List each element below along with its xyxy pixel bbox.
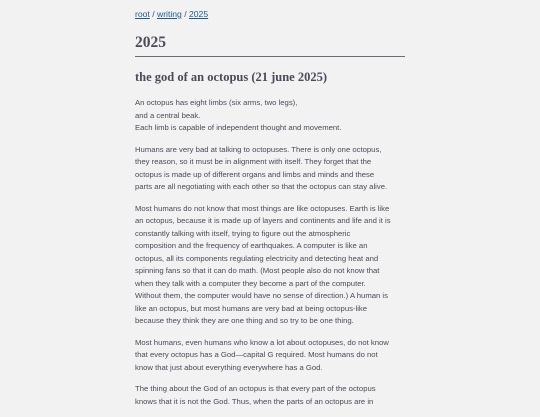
breadcrumb-separator: / <box>184 9 187 19</box>
breadcrumb-root-link[interactable]: root <box>135 9 150 19</box>
paragraph-line: The thing about the God of an octopus is that every part of the octopus <box>135 384 376 393</box>
breadcrumb-separator: / <box>152 9 155 19</box>
post-paragraph <box>135 144 405 194</box>
breadcrumb-year-link[interactable]: 2025 <box>189 9 209 19</box>
paragraph-line: Each limb is capable of independent thought and movement. <box>135 123 342 132</box>
paragraph-line: octopus, all its components regulating electricity and detecting heat and <box>135 253 379 263</box>
paragraph-line: that every octopus has a God—capital G required. Most humans do not <box>135 350 378 359</box>
paragraph-line: Without them, the computer would have no sense of direction.) A human is <box>135 291 388 300</box>
title-divider <box>135 56 405 57</box>
paragraph-line: spinning fans so that it can do math. (Most people also do not know that <box>135 266 380 275</box>
paragraph-line: Most humans do not know that most things are like octopuses. Earth is like <box>135 203 390 213</box>
paragraph-line: like an octopus, but most humans are very bad at being octopus-like <box>135 303 368 313</box>
paragraph-line: composition and the frequency of earthquakes. A computer is like an <box>135 241 368 250</box>
post-paragraph <box>135 97 405 135</box>
paragraph-line: and a central beak. <box>135 110 201 120</box>
paragraph-line: they reason, so it must be in alignment with itself. They forget that the <box>135 157 372 166</box>
page-title: 2025 <box>135 34 166 51</box>
post-paragraph <box>135 383 405 408</box>
paragraph-line: when they talk with a computer they become a part of the computer. <box>135 278 366 288</box>
post-paragraph <box>135 337 405 375</box>
post-paragraph <box>135 203 405 328</box>
paragraph-line: parts are all negotiating with each other so that the octopus can stay alive. <box>135 182 388 191</box>
paragraph-line: know that just about everything everywhere has a God. <box>135 362 323 372</box>
paragraph-line: An octopus has eight limbs (six arms, two legs), <box>135 98 298 107</box>
breadcrumb-writing-link[interactable]: writing <box>156 9 182 19</box>
post-title: the god of an octopus (21 june 2025) <box>135 70 328 84</box>
paragraph-line: constantly talking with itself, trying to figure out the atmospheric <box>135 228 351 238</box>
paragraph-line: an octopus, because it is made up of layers and continents and life and it is <box>135 216 391 225</box>
post-body <box>135 97 405 417</box>
paragraph-line: Most humans, even humans who know a lot about octopuses, do not know <box>135 337 389 347</box>
paragraph-line: octopus is made up of different organs and limbs and minds and these <box>135 169 375 179</box>
breadcrumb <box>135 9 208 19</box>
paragraph-line: knows that it is not the God. Thus, when the parts of an octopus are in <box>135 396 374 406</box>
paragraph-line: Humans are very bad at talking to octopuses. There is only one octopus, <box>135 144 382 154</box>
paragraph-line: because they think they are one thing and so try to be one thing. <box>135 316 354 325</box>
